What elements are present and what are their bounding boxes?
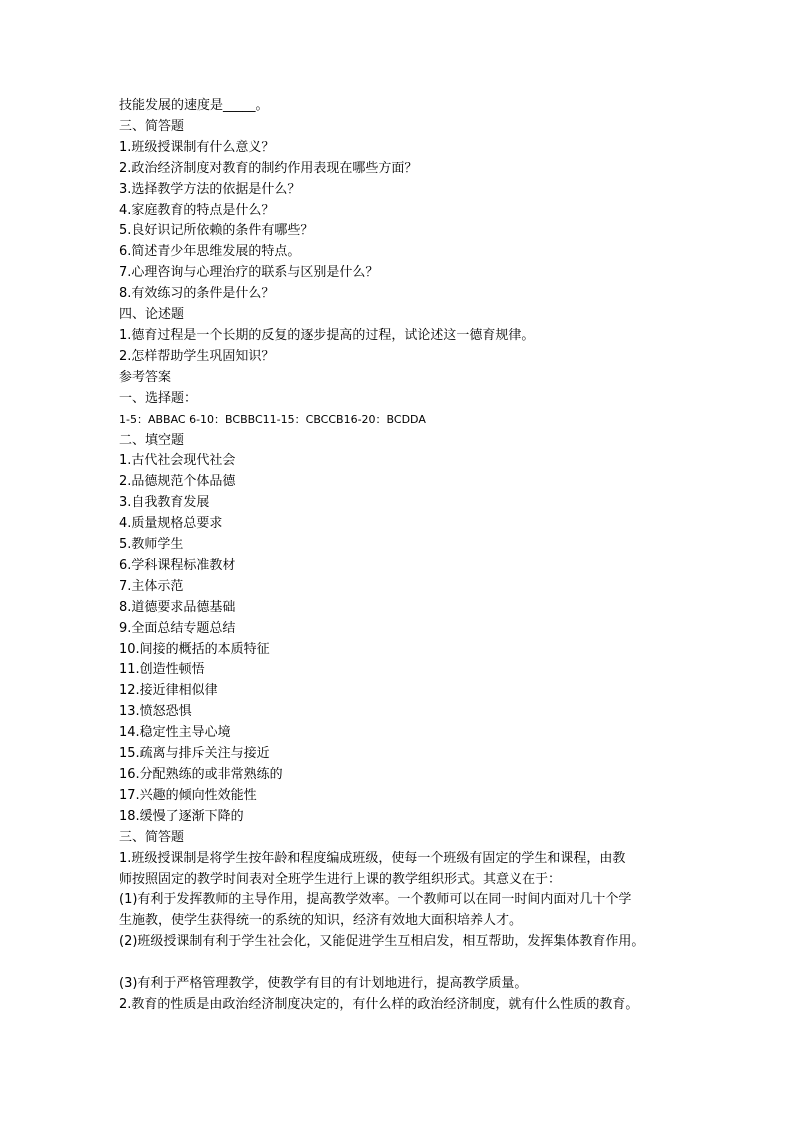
document-page — [119, 96, 689, 1016]
question-item: 2.政治经济制度对教育的制约作用表现在哪些方面？ — [119, 160, 418, 176]
section-heading-essay: 四、论述题 — [119, 307, 185, 323]
answer-paragraph-line: (3)有利于严格管理教学，使教学有目的有计划地进行，提高教学质量。 — [119, 976, 528, 992]
answer-item: 17.兴趣的倾向性效能性 — [119, 787, 257, 803]
question-item: 7.心理咨询与心理治疗的联系与区别是什么？ — [119, 265, 379, 281]
answer-paragraph-line: 2.教育的性质是由政治经济制度决定的，有什么样的政治经济制度，就有什么性质的教育。 — [119, 996, 639, 1012]
choice-answers: 1-5：ABBAC 6-10：BCBBC11-15：CBCCB16-20：BCDDA — [119, 412, 426, 426]
answer-item: 6.学科课程标准教材 — [119, 557, 236, 573]
question-item: 8.有效练习的条件是什么？ — [119, 286, 275, 302]
answer-item: 11.创造性顿悟 — [119, 662, 205, 678]
question-item: 2.怎样帮助学生巩固知识？ — [119, 348, 275, 364]
answer-paragraph-line: 生施教，使学生获得统一的系统的知识，经济有效地大面积培养人才。 — [119, 913, 523, 929]
blank-line — [119, 953, 689, 974]
answer-item: 4.质量规格总要求 — [119, 516, 223, 532]
answer-item: 15.疏离与排斥关注与接近 — [119, 746, 270, 762]
question-item: 5.良好识记所依赖的条件有哪些？ — [119, 223, 314, 239]
answer-paragraph-line: 1.班级授课制是将学生按年龄和程度编成班级，使每一个班级有固定的学生和课程，由教 — [119, 850, 626, 866]
answer-item: 7.主体示范 — [119, 578, 184, 594]
question-item: 1.班级授课制有什么意义？ — [119, 139, 275, 155]
answer-item: 16.分配熟练的或非常熟练的 — [119, 767, 283, 782]
answer-item: 1.古代社会现代社会 — [119, 453, 236, 469]
answer-item: 12.接近律相似律 — [119, 683, 218, 699]
question-item: 3.选择教学方法的依据是什么？ — [119, 181, 301, 197]
answer-item: 2.品德规范个体品德 — [119, 474, 236, 490]
question-item: 4.家庭教育的特点是什么？ — [119, 202, 275, 218]
answer-paragraph-line: (2)班级授课制有利于学生社会化，又能促进学生互相启发，相互帮助，发挥集体教育作用。 — [119, 934, 645, 950]
question-item: 6.简述青少年思维发展的特点。 — [119, 244, 301, 260]
answer-item: 5.教师学生 — [119, 537, 184, 553]
fill-blank-question-tail: 技能发展的速度是_____。 — [119, 98, 269, 113]
answer-item: 13.愤怒恐惧 — [119, 704, 192, 720]
answer-item: 3.自我教育发展 — [119, 495, 210, 511]
answers-heading: 参考答案 — [119, 369, 172, 385]
answer-item: 9.全面总结专题总结 — [119, 620, 236, 636]
answer-item: 18.缓慢了逐渐下降的 — [119, 808, 244, 824]
answer-paragraph-line: (1)有利于发挥教师的主导作用，提高教学效率。一个教师可以在同一时间内面对几十个学 — [119, 892, 632, 908]
answer-item: 8.道德要求品德基础 — [119, 599, 236, 615]
section-heading-short-answer: 三、简答题 — [119, 118, 185, 134]
answer-item: 10.间接的概括的本质特征 — [119, 641, 270, 657]
section-heading-multiple-choice: 一、选择题： — [119, 390, 198, 406]
section-heading-fill-blank: 二、填空题 — [119, 432, 185, 448]
section-heading-short-answer: 三、简答题 — [119, 829, 185, 845]
question-item: 1.德育过程是一个长期的反复的逐步提高的过程，试论述这一德育规律。 — [119, 327, 535, 343]
answer-item: 14.稳定性主导心境 — [119, 725, 231, 741]
answer-paragraph-line: 师按照固定的教学时间表对全班学生进行上课的教学组织形式。其意义在于： — [119, 871, 562, 887]
